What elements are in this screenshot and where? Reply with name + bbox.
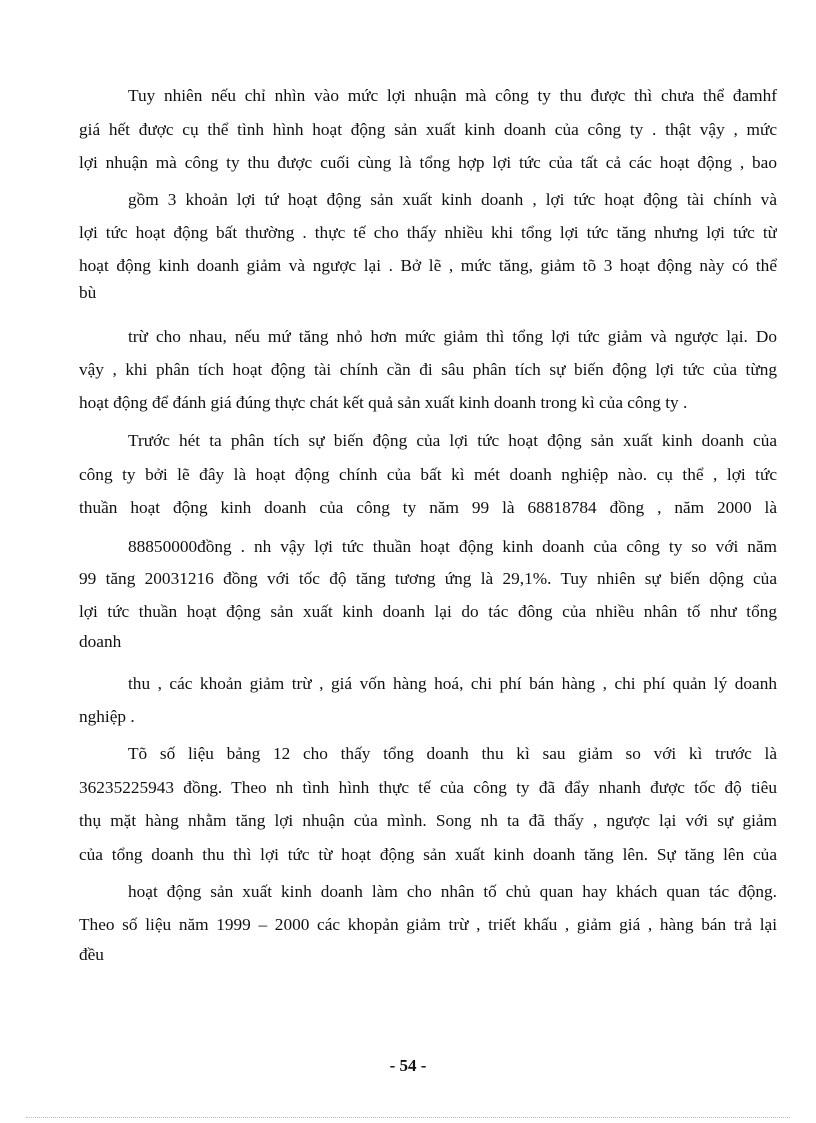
text-line: gồm 3 khoản lợi tứ hoạt động sản xuất kinh doanh , lợi tức hoạt động tài chính và	[128, 190, 777, 209]
text-line: lợi tức hoạt động bất thường . thực tế cho thấy nhiều khi tổng lợi tức tăng nhưng lợi tức từ	[79, 223, 777, 242]
text-line: 99 tăng 20031216 đồng với tốc độ tăng tương ứng là 29,1%. Tuy nhiên sự biến dộng của	[79, 569, 777, 588]
text-line: Theo số liệu năm 1999 – 2000 các khopản giảm trừ , triết khấu , giảm giá , hàng bán trả lại	[79, 915, 777, 934]
text-line: hoạt động sản xuất kinh doanh làm cho nhân tố chủ quan hay khách quan tác động.	[128, 882, 777, 901]
text-line: thu , các khoản giảm trừ , giá vốn hàng hoá, chi phí bán hàng , chi phí quản lý doanh	[128, 674, 777, 693]
text-line: công ty bởi lẽ đây là hoạt động chính của bất kì mét doanh nghiệp nào. cụ thể , lợi tức	[79, 465, 777, 484]
text-line: bù	[79, 283, 97, 302]
text-line: thuần hoạt động kinh doanh của công ty năm 99 là 68818784 đồng , năm 2000 là	[79, 498, 777, 517]
text-line: vậy , khi phân tích hoạt động tài chính cần đi sâu phân tích sự biến động lợi tức của từng	[79, 360, 777, 379]
text-line: Trước hét ta phân tích sự biến động của lợi tức hoạt động sản xuất kinh doanh của	[128, 431, 777, 450]
text-line: doanh	[79, 632, 122, 651]
text-line: Tuy nhiên nếu chỉ nhìn vào mức lợi nhuận mà công ty thu được thì chưa thể đamhf	[128, 86, 777, 105]
text-line: Tõ số liệu bảng 12 cho thấy tổng doanh thu kì sau giảm so với kì trước là	[128, 744, 777, 763]
footer-divider	[26, 1117, 790, 1118]
text-line: hoạt động để đánh giá đúng thực chát kết quả sản xuất kinh doanh trong kì của công ty .	[79, 393, 688, 412]
text-line: lợi tức thuần hoạt động sản xuất kinh doanh lại do tác đông của nhiều nhân tố như tổng	[79, 602, 777, 621]
text-line: thụ mặt hàng nhằm tăng lợi nhuận của mình. Song nh ta đã thấy , ngược lại với sự giảm	[79, 811, 777, 830]
text-line: hoạt động kinh doanh giảm và ngược lại . Bở lẽ , mức tăng, giảm tõ 3 hoạt động này có thể	[79, 256, 777, 275]
page-number: - 54 -	[389, 1056, 427, 1075]
text-line: 88850000đồng . nh vậy lợi tức thuần hoạt động kinh doanh của công ty so với năm	[128, 537, 777, 556]
text-line: lợi nhuận mà công ty thu được cuối cùng là tổng hợp lợi tức của tất cả các hoạt động , bao	[79, 153, 777, 172]
text-line: giá hết được cụ thể tình hình hoạt động sản xuất kinh doanh của công ty . thật vậy , mức	[79, 120, 777, 139]
text-line: trừ cho nhau, nếu mứ tăng nhỏ hơn mức giảm thì tổng lợi tức giảm và ngược lại. Do	[128, 327, 777, 346]
text-line: của tổng doanh thu thì lợi tức từ hoạt động sản xuất kinh doanh tăng lên. Sự tăng lên của	[79, 845, 777, 864]
text-line: 36235225943 đồng. Theo nh tình hình thực tế của công ty đã đẩy nhanh được tốc độ tiêu	[79, 778, 777, 797]
text-line: nghiệp .	[79, 707, 135, 726]
text-line: đều	[79, 945, 104, 964]
